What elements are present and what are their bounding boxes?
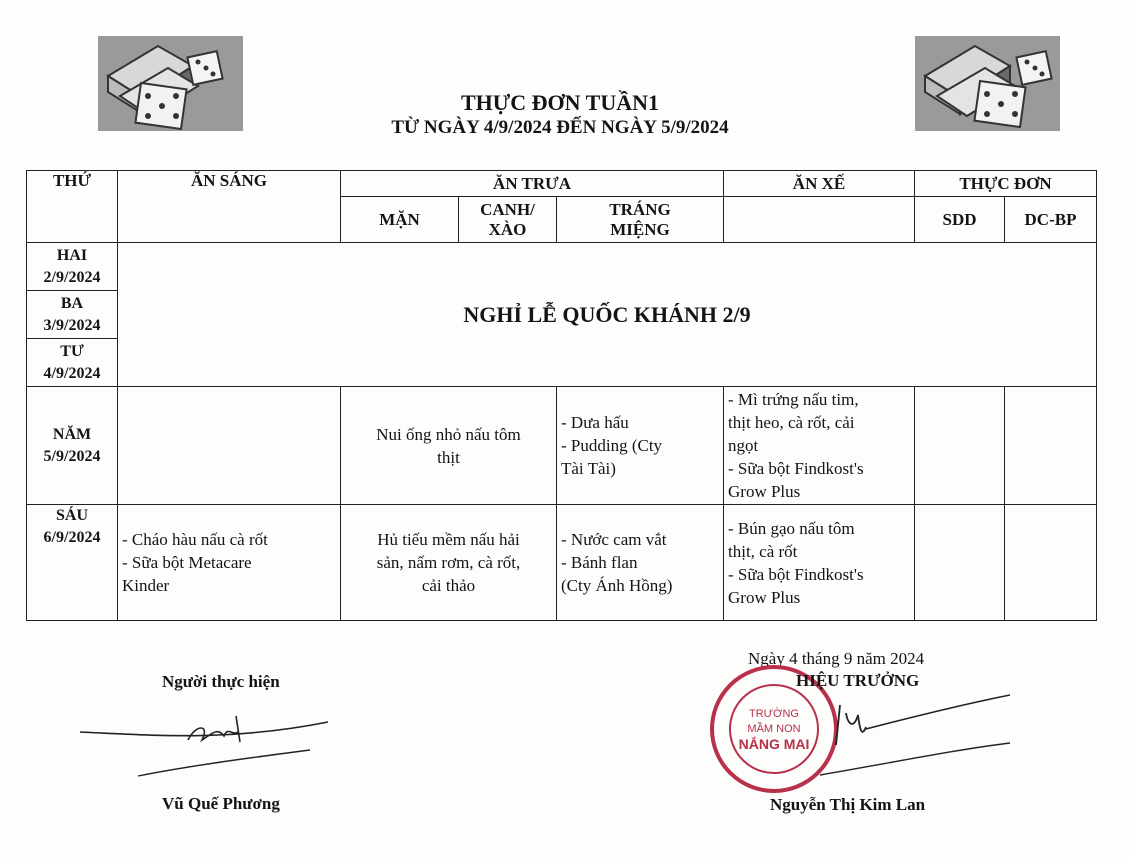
page-title: THỰC ĐƠN TUẦN1 [460,90,659,115]
day-cell: HAI 2/9/2024 [27,243,118,291]
page-subtitle: TỪ NGÀY 4/9/2024 ĐẾN NGÀY 5/9/2024 [391,117,729,138]
main-dish-cell: Nui ống nhỏ nấu tôm thịt [341,387,557,505]
gold-bars-dice-clipart-icon [915,36,1060,131]
dessert-cell: - Dưa hấu - Pudding (Cty Tài Tài) [557,387,724,505]
table-row [27,243,1097,291]
principal-label: HIỆU TRƯỞNG [796,671,920,690]
header-trang-mieng: TRÁNG MIỆNG [557,197,724,243]
signature-scribble-icon [78,702,338,782]
preparer-label: Người thực hiện [162,672,280,691]
dc-bp-cell [1005,505,1097,621]
holiday-notice: NGHỈ LỄ QUỐC KHÁNH 2/9 [118,243,1097,387]
header-an-xe-sub [724,197,915,243]
header-canh-xao: CANH/ XÀO [459,197,557,243]
day-cell: SÁU 6/9/2024 [27,505,118,621]
gold-bars-dice-clipart-icon [98,36,243,131]
header-dc-bp: DC-BP [1005,197,1097,243]
preparer-name: Vũ Quế Phương [162,794,280,813]
header-thu: THỨ [27,171,118,243]
table-row [27,387,1097,505]
snack-cell: - Mì trứng nấu tim, thịt heo, cà rốt, cải ngọt - Sữa bột Findkost's Grow Plus [724,387,915,505]
stamp-line-3: NẮNG MAI [738,736,810,752]
title-block [300,90,820,140]
header-sdd: SDD [915,197,1005,243]
weekly-menu-table [26,170,1097,621]
signature-scribble-icon [800,685,1030,785]
stamp-line-2: MẦM NON [747,723,801,735]
breakfast-cell [118,387,341,505]
header-an-xe: ĂN XẾ [724,171,915,197]
sdd-cell [915,387,1005,505]
dessert-cell: - Nước cam vắt - Bánh flan (Cty Ánh Hồng) [557,505,724,621]
table-row [27,505,1097,621]
main-dish-cell: Hủ tiếu mềm nấu hải sản, nấm rơm, cà rốt, cải thảo [341,505,557,621]
header-thuc-don: THỰC ĐƠN [915,171,1097,197]
day-cell: NĂM 5/9/2024 [27,387,118,505]
day-cell: BA 3/9/2024 [27,291,118,339]
signature-date: Ngày 4 tháng 9 năm 2024 [748,649,925,668]
principal-name: Nguyễn Thị Kim Lan [770,795,926,814]
stamp-line-1: TRƯỜNG [749,708,799,720]
header-row [27,171,1097,197]
breakfast-cell: - Cháo hàu nấu cà rốt - Sữa bột Metacare Kinder [118,505,341,621]
dc-bp-cell [1005,387,1097,505]
snack-cell: - Bún gạo nấu tôm thịt, cà rốt - Sữa bột Findkost's Grow Plus [724,505,915,621]
header-an-trua: ĂN TRƯA [341,171,724,197]
sdd-cell [915,505,1005,621]
header-man: MẶN [341,197,459,243]
header-an-sang: ĂN SÁNG [118,171,341,243]
day-cell: TƯ 4/9/2024 [27,339,118,387]
